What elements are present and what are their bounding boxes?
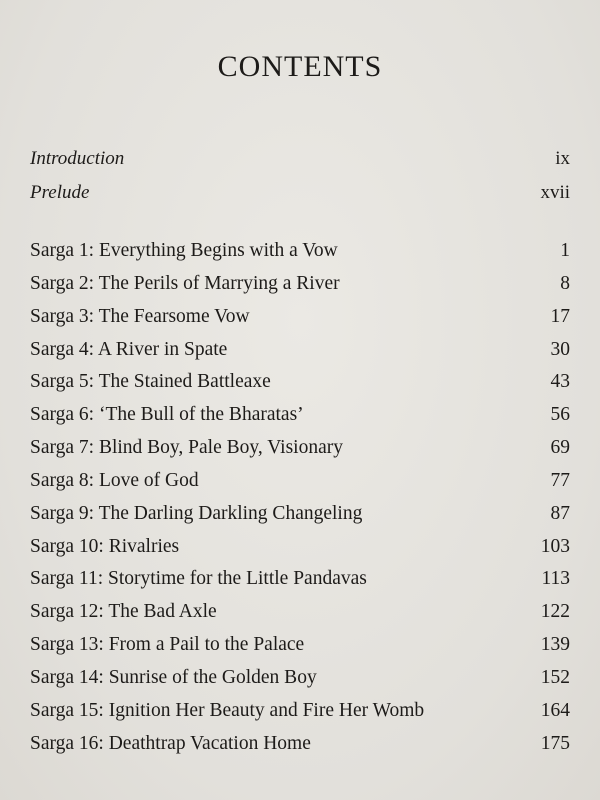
toc-entry-label: Introduction xyxy=(30,148,125,169)
toc-entry-label: Sarga 7: Blind Boy, Pale Boy, Visionary xyxy=(30,437,343,459)
toc-entry-page: ix xyxy=(555,148,570,169)
toc-entry-page: 1 xyxy=(560,240,570,261)
toc-entry-page: 164 xyxy=(540,699,570,721)
toc-entry xyxy=(30,371,570,404)
toc-entry xyxy=(30,536,570,569)
toc-entry-page: 122 xyxy=(540,601,570,623)
toc-entry-label: Sarga 4: A River in Spate xyxy=(30,338,228,360)
toc-entry-page: 139 xyxy=(540,634,570,656)
toc-entry xyxy=(30,437,570,470)
toc-entry xyxy=(30,700,570,733)
toc-entry-page: 152 xyxy=(540,666,570,688)
toc-entry xyxy=(30,667,570,700)
toc-entry xyxy=(30,634,570,667)
toc-entry xyxy=(30,273,570,306)
toc-entry-page: 17 xyxy=(550,305,570,327)
chapter-list xyxy=(30,240,570,766)
toc-entry-label: Sarga 11: Storytime for the Little Pandavas xyxy=(30,568,367,590)
toc-entry-page: 87 xyxy=(550,502,570,524)
toc-entry-label: Sarga 14: Sunrise of the Golden Boy xyxy=(30,666,317,688)
front-matter-list xyxy=(30,148,570,216)
toc-entry-page: 43 xyxy=(550,371,570,393)
page-title: CONTENTS xyxy=(217,50,383,83)
toc-entry xyxy=(30,733,570,766)
toc-entry-prelude xyxy=(30,182,570,216)
toc-entry xyxy=(30,404,570,437)
toc-entry-label: Sarga 8: Love of God xyxy=(30,469,199,491)
toc-entry xyxy=(30,470,570,503)
toc-entry-page: 77 xyxy=(550,469,570,491)
toc-entry-label: Sarga 12: The Bad Axle xyxy=(30,601,217,623)
toc-entry xyxy=(30,503,570,536)
toc-entry-page: 175 xyxy=(540,732,570,754)
toc-entry-label: Sarga 9: The Darling Darkling Changeling xyxy=(30,502,363,524)
toc-entry-label: Sarga 3: The Fearsome Vow xyxy=(30,305,250,327)
toc-entry-label: Sarga 1: Everything Begins with a Vow xyxy=(30,240,338,261)
toc-entry-label: Prelude xyxy=(30,182,90,203)
toc-entry-page: 8 xyxy=(560,272,570,294)
toc-entry-page: 103 xyxy=(540,535,570,557)
toc-entry-page: 113 xyxy=(541,568,570,590)
toc-entry-page: 69 xyxy=(550,437,570,459)
toc-entry-page: 30 xyxy=(550,338,570,360)
toc-entry-label: Sarga 15: Ignition Her Beauty and Fire Her Womb xyxy=(30,699,425,721)
toc-entry-label: Sarga 5: The Stained Battleaxe xyxy=(30,371,271,393)
toc-entry-label: Sarga 6: ‘The Bull of the Bharatas’ xyxy=(30,404,304,426)
toc-entry xyxy=(30,601,570,634)
toc-entry-label: Sarga 2: The Perils of Marrying a River xyxy=(30,272,340,294)
toc-entry-label: Sarga 10: Rivalries xyxy=(30,535,180,557)
toc-entry-label: Sarga 16: Deathtrap Vacation Home xyxy=(30,732,311,754)
toc-entry xyxy=(30,240,570,273)
toc-entry-page: 56 xyxy=(550,404,570,426)
toc-entry-label: Sarga 13: From a Pail to the Palace xyxy=(30,634,305,656)
toc-entry xyxy=(30,568,570,601)
toc-entry xyxy=(30,306,570,339)
toc-entry xyxy=(30,339,570,372)
toc-entry-introduction xyxy=(30,148,570,182)
toc-entry-page: xvii xyxy=(540,182,570,203)
